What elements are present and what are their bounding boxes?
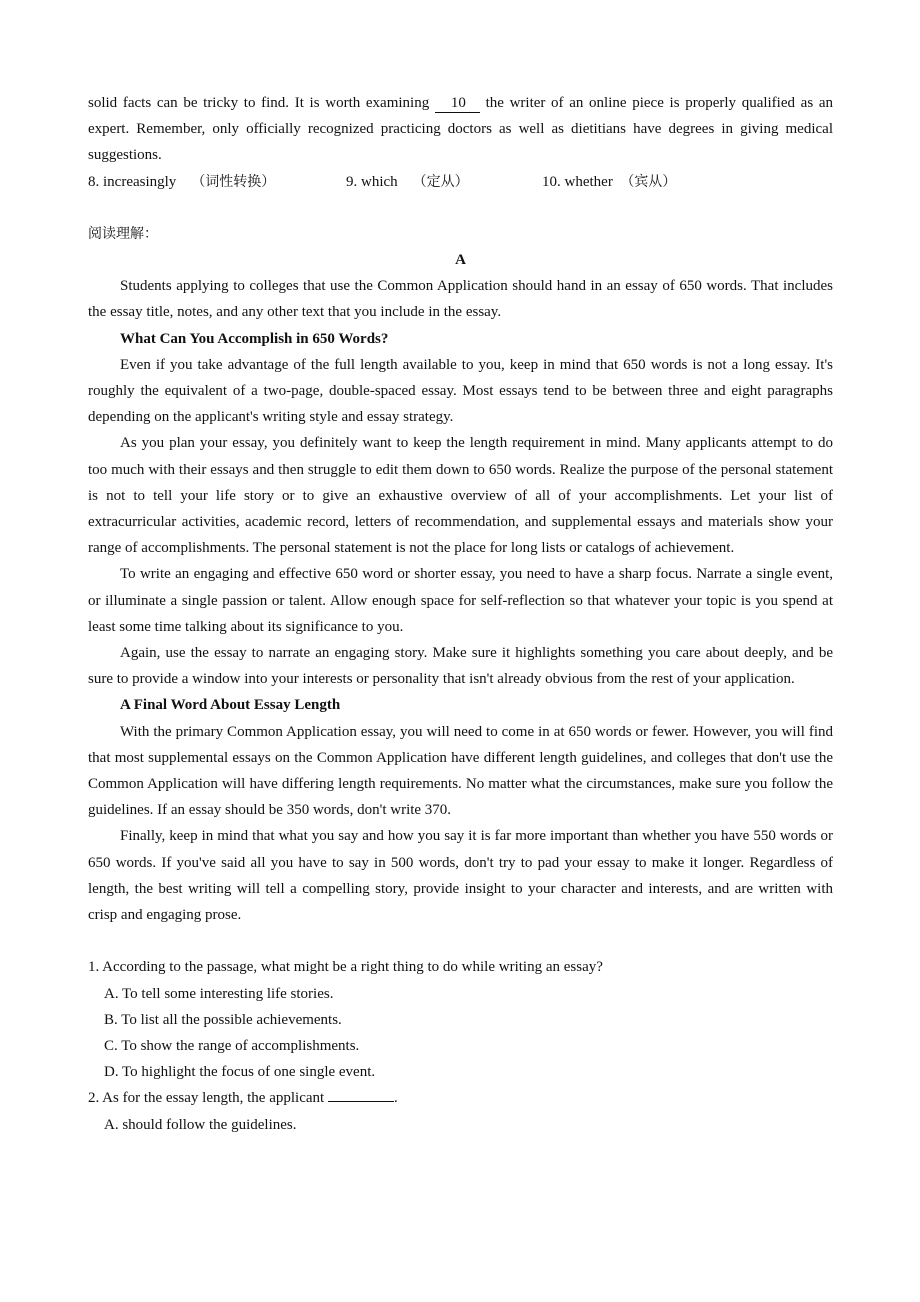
answer-key-row	[88, 169, 833, 195]
subheading-final-word: A Final Word About Essay Length	[120, 697, 341, 714]
question-1-option-c: C. To show the range of accomplishments.	[104, 1037, 360, 1054]
paragraph-1: Even if you take advantage of the full length available to you, keep in mind that 650 words is not a long essay. It's roughly the equivalent of a two-page, double-spaced essay. Most essays tend to be between three and eight paragraphs depending on the applicant's writing style and essay strategy.	[88, 356, 833, 426]
paragraph-2: As you plan your essay, you definitely want to keep the length requirement in mind. Many applicants attempt to do too much with their essays and then struggle to edit them down to 650 words. Realize the purpose of the personal statement is not to tell your life story or to give an exhaustive overview of all of your accomplishments. Let your list of extracurricular activities, academic record, letters of recommendation, and supplemental essays and materials show your range of accomplishments. The personal statement is not the place for long lists or catalogs of achievement.	[88, 435, 833, 557]
question-2-stem: 2. As for the essay length, the applicant .	[88, 1085, 833, 1111]
section-label-reading: 阅读理解：	[88, 225, 158, 242]
question-1-option-b: B. To list all the possible achievements.	[104, 1011, 342, 1028]
paragraph-4: Again, use the essay to narrate an engaging story. Make sure it highlights something you care about deeply, and be sure to provide a window into your interests or personality that isn't already obvious from the rest of your application.	[88, 645, 833, 688]
paragraph-5: With the primary Common Application essay, you will need to come in at 650 words or fewer. However, you will find that most supplemental essays on the Common Application have different length guidelines, and colleges that don't use the Common Application will have differing length requirements. No matter what the circumstances, make sure you follow the guidelines. If an essay should be 350 words, don't write 370.	[88, 723, 833, 819]
question-2-blank	[328, 1087, 394, 1102]
subheading-accomplish: What Can You Accomplish in 650 Words?	[120, 330, 389, 347]
passage-letter: A	[455, 252, 466, 269]
paragraph-6: Finally, keep in mind that what you say and how you say it is far more important than whether you have 550 words or 650 words. If you've said all you have to say in 500 words, don't try to pad your essay to make it longer. Regardless of length, the best writing will tell a compelling story, provide insight to your character and interests, and are written with crisp and engaging prose.	[88, 828, 833, 924]
question-1-option-d: D. To highlight the focus of one single event.	[104, 1064, 376, 1081]
cloze-passage-tail	[88, 90, 833, 169]
passage-intro: Students applying to colleges that use the Common Application should hand in an essay of 650 words. That includes the essay title, notes, and any other text that you include in the essay.	[88, 278, 833, 321]
answer-9: 9. which （定从）	[346, 173, 469, 190]
cloze-text-after: the writer of an online piece is properly qualified as an expert. Remember, only officially recognized practicing doctors as well as dietitians have degrees in giving medical suggestions.	[88, 95, 834, 164]
paragraph-3: To write an engaging and effective 650 word or shorter essay, you need to have a sharp focus. Narrate a single event, or illuminate a single passion or talent. Allow enough space for self-reflection so that whatever your topic is you spend at least some time talking about its significance to you.	[88, 566, 833, 635]
question-2-option-a: A. should follow the guidelines.	[104, 1116, 297, 1133]
question-1-option-a: A. To tell some interesting life stories.	[104, 985, 334, 1002]
questions-section	[88, 954, 833, 1137]
answer-10: 10. whether （宾从）	[542, 173, 677, 190]
document-page	[88, 90, 833, 1138]
answer-8: 8. increasingly （词性转换）	[88, 173, 276, 190]
cloze-text-before: solid facts can be tricky to find. It is worth examining	[88, 95, 430, 111]
cloze-blank-10: 10	[435, 94, 480, 113]
question-1-stem: 1. According to the passage, what might be a right thing to do while writing an essay?	[88, 959, 603, 976]
